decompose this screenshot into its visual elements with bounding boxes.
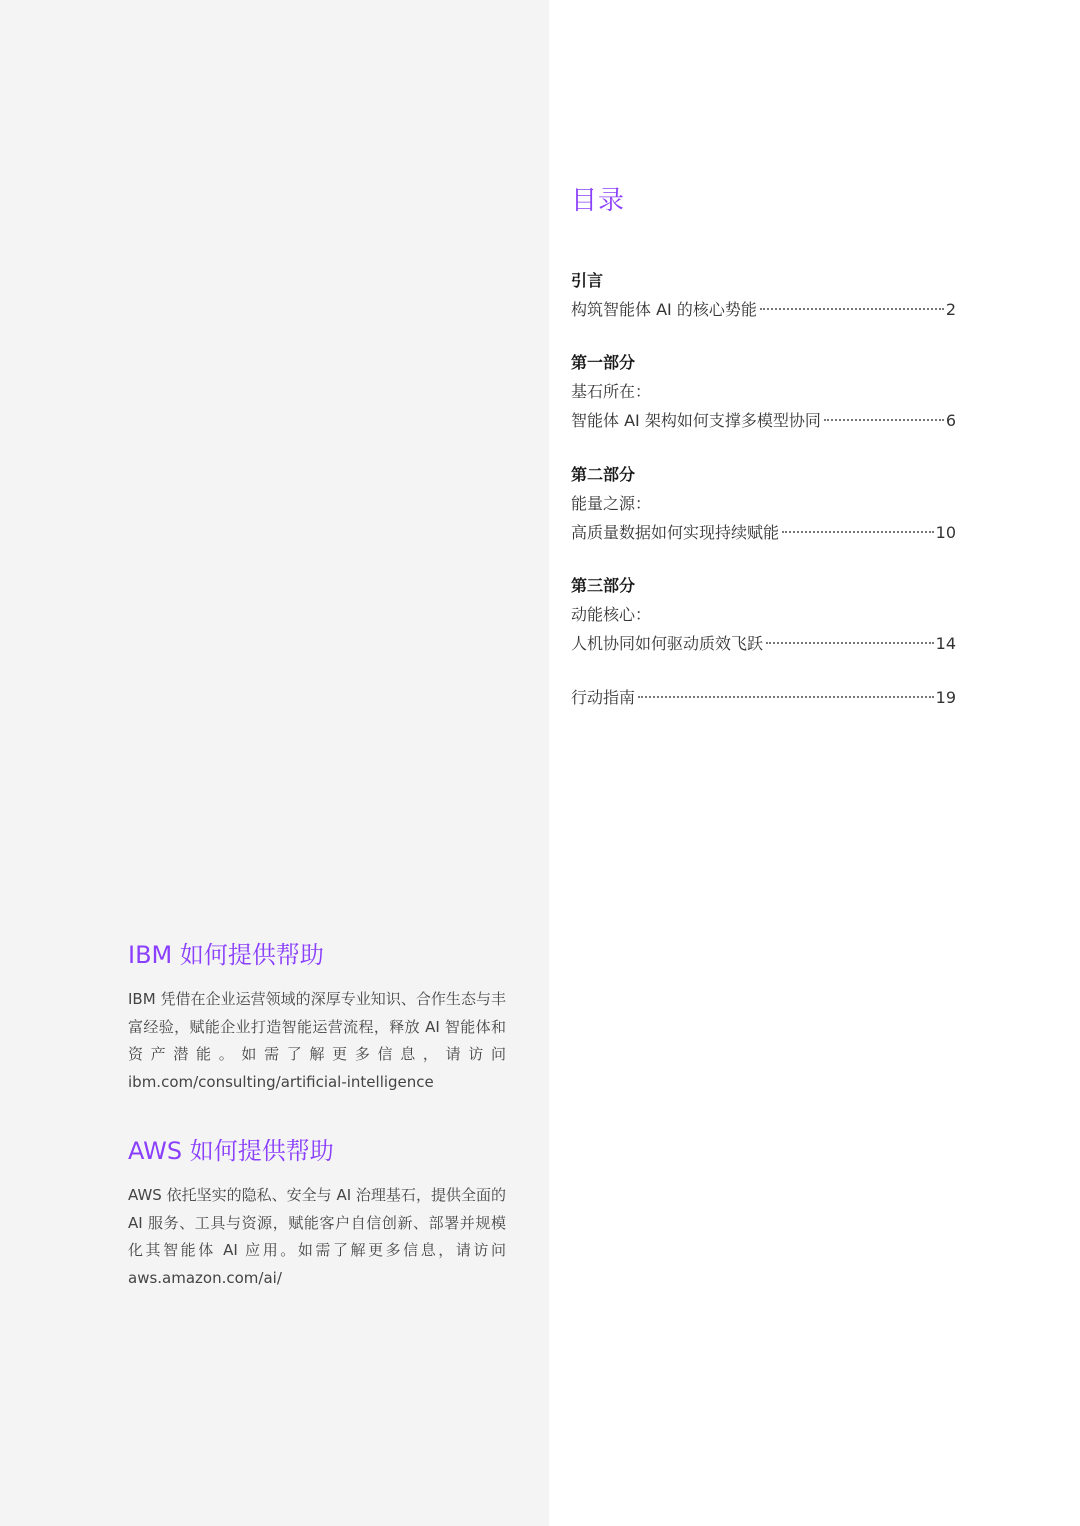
aws-help-text: AWS 依托坚实的隐私、安全与 AI 治理基石，提供全面的 AI 服务、工具与资源，赋能客户自信创新、部署并规模化其智能体 AI 应用。如需了解更多信息，请访问 [128,1186,506,1259]
toc-entry-label: 高质量数据如何实现持续赋能 [571,523,780,542]
dot-leader [638,696,934,698]
toc-entry-part-2[interactable] [571,518,956,547]
toc-entry-label: 构筑智能体 AI 的核心势能 [571,300,757,319]
toc-section-intro [571,266,956,324]
toc-entry-page: 10 [935,523,956,542]
ibm-help-body [128,986,506,1096]
toc-entry-page: 6 [945,411,956,430]
right-panel [549,0,1080,1526]
toc-section-subtitle: 能量之源： [571,494,652,513]
aws-help-block [128,1134,506,1292]
toc-entry-part-3[interactable] [571,629,956,658]
toc-section-subtitle: 动能核心： [571,605,652,624]
toc-entry-label: 人机协同如何驱动质效飞跃 [571,634,764,653]
toc-entry-label: 行动指南 [571,688,636,707]
ibm-help-title: IBM 如何提供帮助 [128,941,324,969]
ibm-help-text: IBM 凭借在企业运营领域的深厚专业知识、合作生态与丰富经验，赋能企业打造智能运营流程，释放 AI 智能体和资产潜能。如需了解更多信息，请访问 [128,990,506,1063]
aws-help-link[interactable]: aws.amazon.com/ai/ [128,1268,282,1287]
ibm-help-block [128,938,506,1096]
dot-leader [824,419,944,421]
toc-title: 目录 [571,186,626,216]
toc-entry-label: 智能体 AI 架构如何支撑多模型协同 [571,411,821,430]
toc-entry-page: 2 [945,300,956,319]
toc-section-part-1 [571,348,956,435]
toc-section-heading: 第三部分 [571,576,636,595]
toc-section-subtitle: 基石所在： [571,382,652,401]
dot-leader [766,642,934,644]
toc-entry-page: 19 [935,688,956,707]
dot-leader [782,531,934,533]
dot-leader [760,308,944,310]
toc-section-part-3 [571,571,956,658]
aws-help-title: AWS 如何提供帮助 [128,1137,334,1165]
toc-entry-intro[interactable] [571,295,956,324]
toc-entry-page: 14 [935,634,956,653]
toc-section-part-2 [571,460,956,547]
aws-help-body [128,1182,506,1292]
toc-section-heading: 第一部分 [571,353,636,372]
toc-entry-part-1[interactable] [571,406,956,435]
toc-section-heading: 第二部分 [571,465,636,484]
toc-section-heading: 引言 [571,271,604,290]
toc-entry-action-guide[interactable] [571,683,956,712]
toc-section-action-guide [571,683,956,712]
ibm-help-link[interactable]: ibm.com/consulting/artificial-intelligence [128,1072,434,1091]
